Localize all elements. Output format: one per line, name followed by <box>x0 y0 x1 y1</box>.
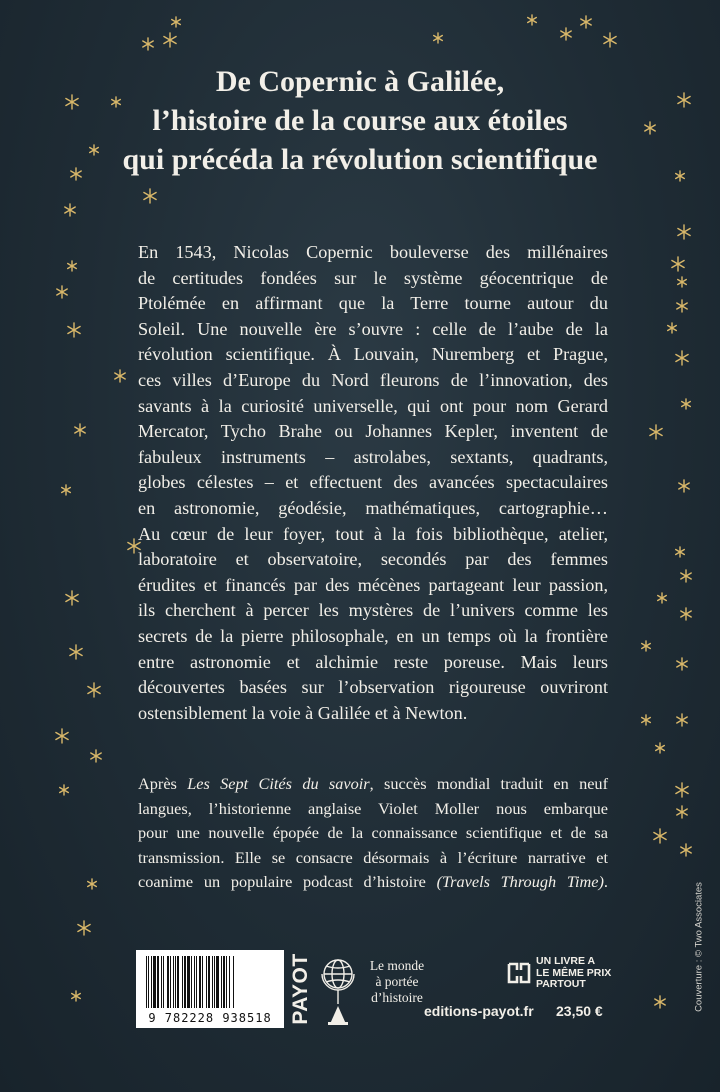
isbn-barcode <box>136 950 284 1028</box>
description-line: érudites et financés par des mécènes partageant leur passion, <box>138 574 608 595</box>
star-icon <box>677 300 687 312</box>
star-icon <box>65 204 75 216</box>
description-line: Soleil. Une nouvelle ère s’ouvre : celle de l’aube de la <box>138 318 608 339</box>
star-icon <box>172 17 181 27</box>
star-icon <box>677 658 687 670</box>
star-icon <box>78 921 90 935</box>
book-title-reference: Les Sept Cités du savoir <box>187 774 370 793</box>
description-line: révolution scientifique. À Louvain, Nuremberg et Prague, <box>138 344 608 365</box>
star-icon <box>91 750 101 762</box>
headline-line: De Copernic à Galilée, <box>215 65 505 98</box>
book-description <box>138 240 608 726</box>
description-line: laboratoire et observatoire, secondés par des femmes <box>138 549 608 570</box>
price-law-line: PARTOUT <box>536 978 586 990</box>
star-icon <box>656 743 665 753</box>
description-line: ils cherchent à percer les mystères de l’univers comme les <box>138 600 608 621</box>
tagline-line: d’histoire <box>371 990 423 1005</box>
star-icon <box>676 783 688 797</box>
star-icon <box>672 257 684 271</box>
author-text: coanime un populaire podcast d’histoire <box>138 872 437 891</box>
publisher-tagline <box>360 958 434 1006</box>
headline-line: l’histoire de la course aux étoiles <box>152 104 568 137</box>
star-icon <box>677 714 687 726</box>
description-line: En 1543, Nicolas Copernic bouleverse des millénaires <box>138 242 608 262</box>
star-icon <box>434 33 443 43</box>
description-line: savants à la curiosité universelle, qui ont pour nom Gerard <box>138 395 608 416</box>
star-icon <box>676 351 688 365</box>
cover-credit <box>690 872 708 1022</box>
description-line: secrets de la pierre philosophale, en un temps où la frontière <box>138 625 608 646</box>
star-icon <box>654 829 666 843</box>
isbn-number: 9 782228 938518 <box>148 1011 272 1025</box>
star-icon <box>677 806 687 818</box>
star-icon <box>70 645 82 659</box>
star-icon <box>650 425 662 439</box>
star-icon <box>144 189 156 203</box>
star-icon <box>678 277 687 287</box>
price-law-line: UN LIVRE A <box>536 955 596 967</box>
publisher-website: editions-payot.fr <box>424 1003 534 1019</box>
star-icon <box>604 33 616 47</box>
author-line: langues, l’historienne anglaise Violet Moller nous embarque <box>138 798 608 818</box>
star-icon <box>88 879 97 889</box>
star-icon <box>62 485 71 495</box>
star-icon <box>115 370 125 382</box>
star-icon <box>678 225 690 239</box>
star-icon <box>655 996 665 1008</box>
star-icon <box>658 593 667 603</box>
star-icon <box>143 38 153 50</box>
star-icon <box>528 15 537 25</box>
publisher-name: PAYOT <box>289 953 312 1025</box>
description-line: en astronomie, géodésie, mathématiques, cartographie… <box>138 497 608 518</box>
star-icon <box>682 399 691 409</box>
publisher-logo <box>288 952 314 1026</box>
author-line <box>138 821 608 846</box>
author-line <box>138 772 608 797</box>
author-text: . <box>603 872 608 891</box>
author-line <box>138 870 608 895</box>
star-icon <box>681 608 691 620</box>
star-icon <box>668 323 677 333</box>
book-price: 23,50 € <box>556 1003 603 1019</box>
author-line: transmission. Elle se consacre désormais à l’écriture narrative et <box>138 847 608 867</box>
star-icon <box>679 480 689 492</box>
author-bio <box>138 772 608 895</box>
star-icon <box>676 547 685 557</box>
price-law-label <box>536 956 626 991</box>
cover-credit-text: Couverture : © Two Associates <box>693 882 705 1012</box>
star-icon <box>164 33 176 47</box>
tagline-line: à portée <box>375 974 419 989</box>
author-line <box>138 797 608 822</box>
podcast-title: (Travels Through Time) <box>436 872 604 891</box>
star-icon <box>561 28 571 40</box>
description-line: Au cœur de leur foyer, tout à la fois bibliothèque, atelier, <box>138 523 608 544</box>
star-icon <box>68 323 80 337</box>
star-icon <box>581 16 591 28</box>
description-line: découvertes basées sur l’observation rigoureuse ouvriront <box>138 677 608 698</box>
book-price-law-icon <box>506 960 532 986</box>
star-icon <box>57 286 67 298</box>
star-icon <box>56 729 68 743</box>
description-line: Mercator, Tycho Brahe ou Johannes Kepler, inventent de <box>138 421 608 442</box>
star-icon <box>88 683 100 697</box>
star-icon <box>642 715 651 725</box>
star-icon <box>68 261 77 271</box>
headline <box>60 62 660 179</box>
author-line: pour une nouvelle épopée de la connaissance scientifique et de sa <box>138 823 608 842</box>
description-line: ostensiblement la voie à Galilée et à Newton. <box>138 702 468 723</box>
description-line: fabuleux instruments – astrolabes, sextants, quadrants, <box>138 446 608 467</box>
star-icon <box>678 93 690 107</box>
headline-line: qui précéda la révolution scientifique <box>122 143 598 176</box>
star-icon <box>681 844 691 856</box>
star-icon <box>681 570 691 582</box>
star-icon <box>66 591 78 605</box>
description-line: Ptolémée en affirmant que la Terre tourne autour du <box>138 293 608 314</box>
price-law-line: LE MÊME PRIX <box>536 966 612 979</box>
description-line: de certitudes fondées sur le système géocentrique de <box>138 267 608 288</box>
author-text: Après <box>138 774 188 793</box>
tagline-line: Le monde <box>369 958 425 973</box>
description-line: entre astronomie et alchimie reste poreuse. Mais leurs <box>138 651 608 672</box>
description-line: globes célestes – et effectuent des avancées spectaculaires <box>138 472 608 493</box>
star-icon <box>60 785 69 795</box>
description-line: ces villes d’Europe du Nord fleurons de l’innovation, des <box>138 369 608 390</box>
star-icon <box>75 424 85 436</box>
star-icon <box>72 991 81 1001</box>
globe-icon <box>318 950 358 1028</box>
star-icon <box>676 171 685 181</box>
star-icon <box>642 641 651 651</box>
barcode-bars <box>144 956 276 1008</box>
author-line <box>138 846 608 871</box>
author-text: , succès mondial traduit en neuf <box>369 774 608 793</box>
